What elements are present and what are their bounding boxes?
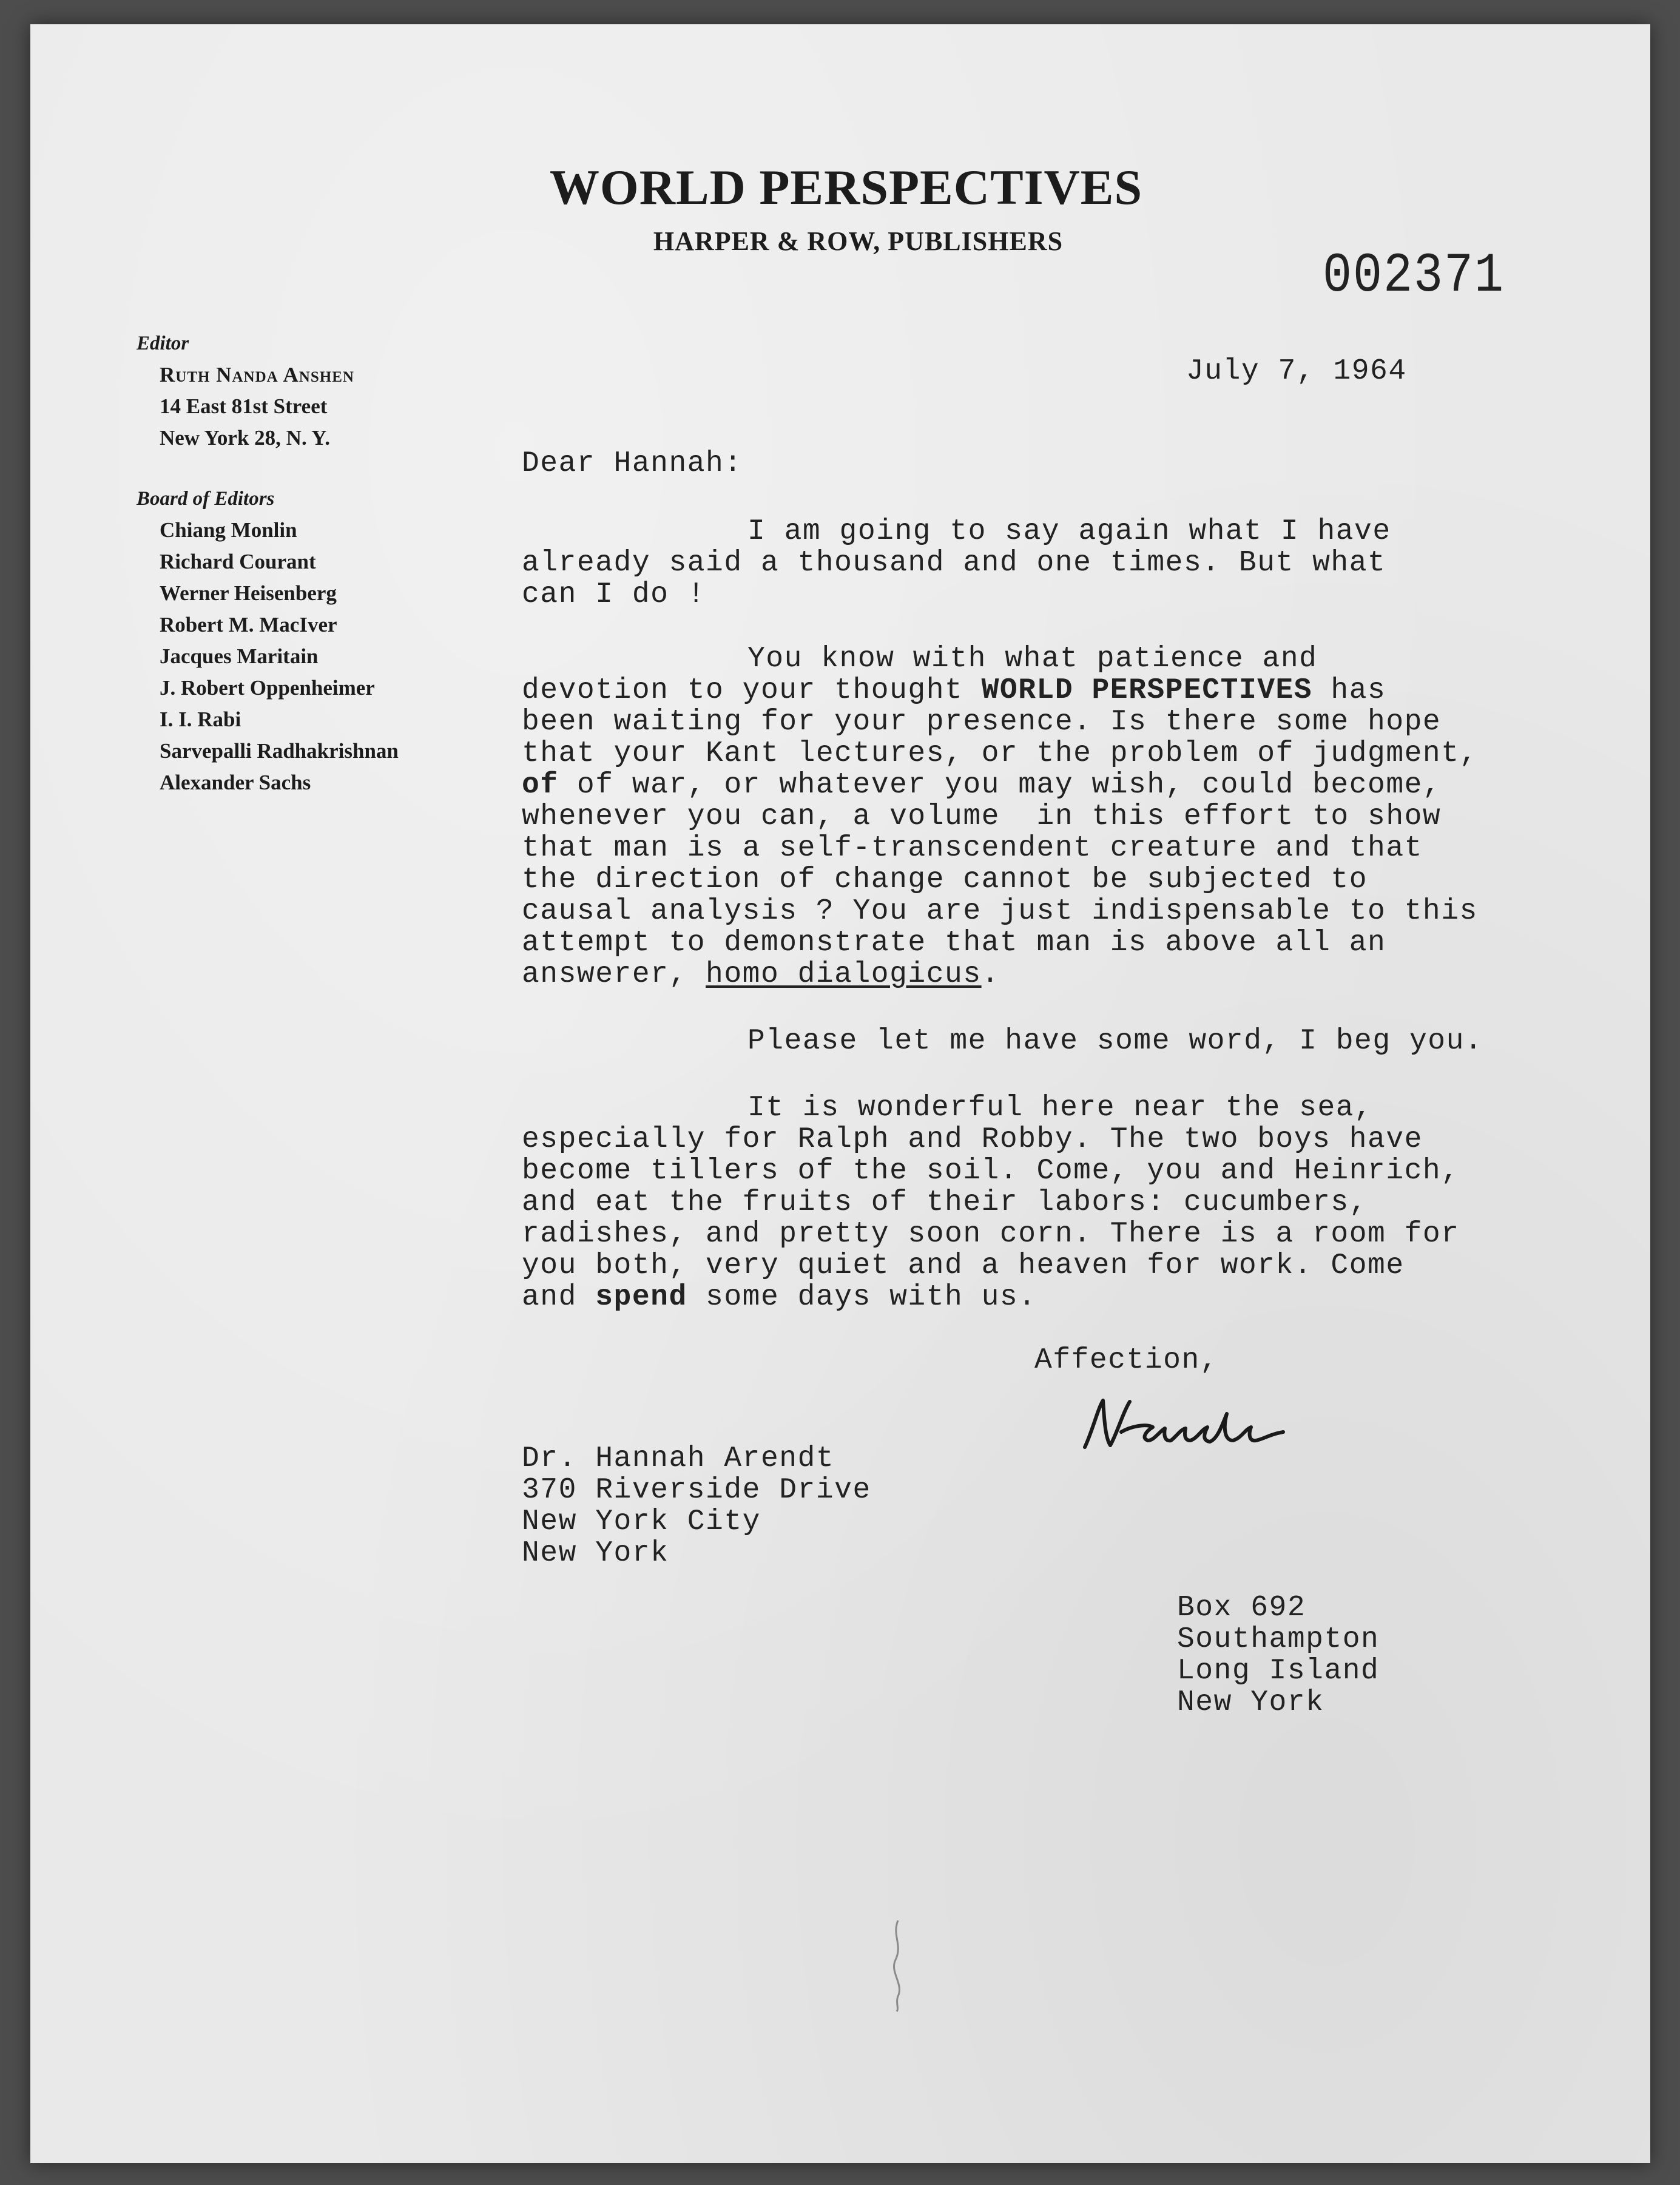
board-member: I. I. Rabi xyxy=(160,708,241,731)
text-line: become tillers of the soil. Come, you and Heinrich, xyxy=(522,1155,1460,1187)
paragraph-4 xyxy=(522,1092,1460,1313)
overstruck-word: spend xyxy=(595,1281,687,1314)
board-member: Jacques Maritain xyxy=(160,644,319,668)
paragraph-3 xyxy=(522,1025,1483,1057)
text-run: answerer, xyxy=(522,958,706,991)
address-line: Long Island xyxy=(1177,1655,1380,1687)
paragraph-1 xyxy=(522,516,1391,610)
text-run: has xyxy=(1312,674,1386,707)
text-line: the direction of change cannot be subjected to xyxy=(522,863,1368,896)
board-member: Chiang Monlin xyxy=(160,518,297,542)
underlined-phrase: homo dialogicus xyxy=(706,958,982,991)
text-line: that your Kant lectures, or the problem of judgment, xyxy=(522,737,1478,770)
text-line: radishes, and pretty soon corn. There is a room for xyxy=(522,1218,1460,1251)
text-line xyxy=(522,769,1478,801)
text-line: and eat the fruits of their labors: cucumbers, xyxy=(522,1186,1368,1219)
overstruck-word: of xyxy=(522,769,559,802)
pencil-mark xyxy=(880,1917,916,2014)
editor-heading: Editor xyxy=(137,333,189,354)
letter-date: July 7, 1964 xyxy=(1186,355,1407,388)
address-line: New York City xyxy=(522,1505,761,1538)
text-line: especially for Ralph and Robby. The two boys have xyxy=(522,1123,1423,1156)
text-line xyxy=(522,959,1478,990)
text-line: that man is a self-transcendent creature and that xyxy=(522,832,1423,865)
board-member: Richard Courant xyxy=(160,550,316,573)
editor-name: Ruth Nanda Anshen xyxy=(160,363,354,387)
closing: Affection, xyxy=(1034,1344,1219,1377)
editor-block xyxy=(137,328,354,454)
text-line xyxy=(522,675,1478,706)
text-line: I am going to say again what I have xyxy=(747,515,1391,548)
address-line: Box 692 xyxy=(1177,1592,1306,1624)
address-line: New York xyxy=(522,1537,669,1570)
address-line: 370 Riverside Drive xyxy=(522,1474,871,1507)
letterhead-publisher: HARPER & ROW, PUBLISHERS xyxy=(653,226,1064,256)
text-run: some days with us. xyxy=(687,1281,1037,1314)
reference-number: 002371 xyxy=(1323,245,1505,308)
text-line: causal analysis ? You are just indispensable to this xyxy=(522,895,1478,928)
editor-address-line: New York 28, N. Y. xyxy=(160,426,330,450)
address-line: Dr. Hannah Arendt xyxy=(522,1442,835,1475)
greeting: Dear Hannah: xyxy=(522,447,743,480)
board-of-editors xyxy=(137,483,399,799)
letterhead-title: WORLD PERSPECTIVES xyxy=(549,160,1143,215)
text-line: can I do ! xyxy=(522,578,706,611)
text-line: attempt to demonstrate that man is above all an xyxy=(522,927,1386,959)
text-line: already said a thousand and one times. But what xyxy=(522,547,1386,579)
text-run: and xyxy=(522,1281,596,1314)
text-run: of war, or whatever you may wish, could become, xyxy=(558,769,1442,802)
paragraph-2 xyxy=(522,643,1478,990)
editor-address-line: 14 East 81st Street xyxy=(160,394,328,418)
board-member: Sarvepalli Radhakrishnan xyxy=(160,739,399,763)
board-member: Robert M. MacIver xyxy=(160,613,337,637)
text-run: devotion to your thought xyxy=(522,674,982,707)
sender-address xyxy=(1177,1592,1379,1718)
recipient-address xyxy=(522,1443,871,1569)
address-line: Southampton xyxy=(1177,1623,1380,1656)
series-title: WORLD PERSPECTIVES xyxy=(981,674,1313,707)
text-run: . xyxy=(981,958,1000,991)
address-line: New York xyxy=(1177,1686,1324,1719)
signature-nanda xyxy=(1074,1390,1292,1456)
board-member: Alexander Sachs xyxy=(160,771,311,794)
text-line: You know with what patience and xyxy=(747,643,1318,675)
text-line xyxy=(522,1282,1460,1313)
text-line: whenever you can, a volume in this effort to show xyxy=(522,800,1442,833)
board-heading: Board of Editors xyxy=(137,488,275,510)
text-line: been waiting for your presence. Is there some hope xyxy=(522,706,1442,738)
text-line: Please let me have some word, I beg you. xyxy=(747,1025,1483,1058)
board-member: Werner Heisenberg xyxy=(160,581,337,605)
board-member: J. Robert Oppenheimer xyxy=(160,676,375,700)
text-line: It is wonderful here near the sea, xyxy=(747,1092,1373,1124)
text-line: you both, very quiet and a heaven for work. Come xyxy=(522,1249,1405,1282)
